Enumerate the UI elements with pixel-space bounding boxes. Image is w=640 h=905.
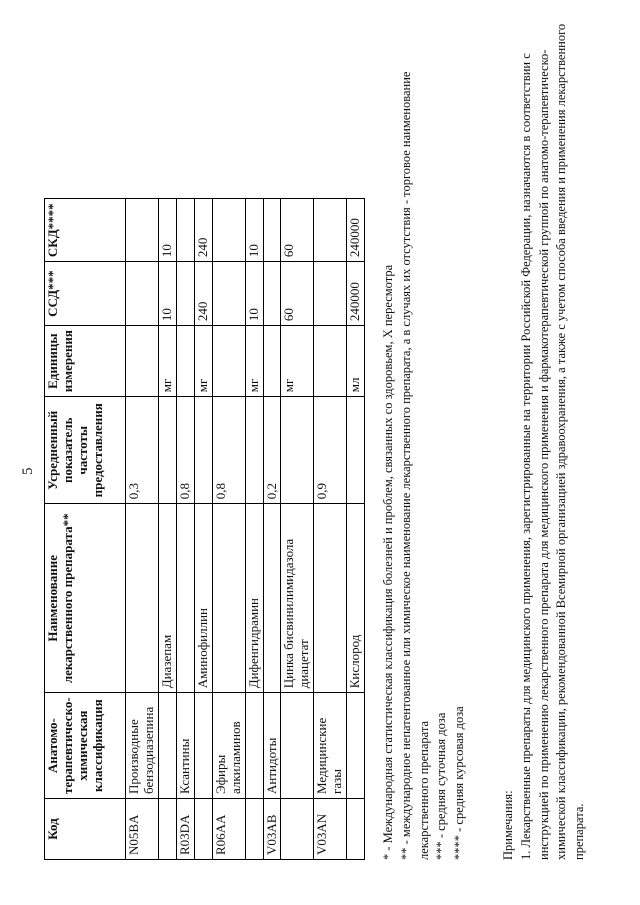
cell-atc	[194, 693, 212, 799]
cell-drug-name: Диазепам	[158, 504, 176, 693]
cell-ssd	[176, 262, 194, 326]
cell-atc	[347, 693, 365, 799]
table-row	[245, 199, 263, 860]
footnote: * - Международная статистическая классификация болезней и проблем, связанных со здоровьем, X пересмотра	[381, 264, 395, 860]
table-body	[126, 199, 365, 860]
table-row	[314, 199, 347, 860]
cell-skd	[212, 199, 245, 262]
cell-skd	[126, 199, 159, 262]
cell-drug-name	[176, 504, 194, 693]
cell-skd	[314, 199, 347, 262]
table-row	[347, 199, 365, 860]
cell-code: V03AN	[314, 799, 347, 860]
cell-code: R06AA	[212, 799, 245, 860]
cell-drug-name	[263, 504, 281, 693]
table-row	[126, 199, 159, 860]
table-row	[176, 199, 194, 860]
footnote: *** - средняя суточная доза	[434, 712, 449, 860]
header-unit: Единицы измерения	[45, 326, 126, 397]
cell-skd	[176, 199, 194, 262]
cell-code	[194, 799, 212, 860]
cell-unit	[212, 326, 245, 397]
cell-ssd: 10	[245, 262, 263, 326]
table-row	[194, 199, 212, 860]
cell-ssd	[212, 262, 245, 326]
cell-frequency: 0,8	[176, 397, 194, 504]
cell-frequency: 0,3	[126, 397, 159, 504]
remarks-title: Примечания:	[501, 790, 515, 860]
remarks	[500, 20, 589, 860]
header-atc: Анатомо-терапевтическо-химическая классификация	[45, 693, 126, 799]
cell-unit: мг	[281, 326, 314, 397]
table-row	[158, 199, 176, 860]
header-skd: СКД****	[45, 199, 126, 262]
cell-code	[347, 799, 365, 860]
cell-drug-name	[314, 504, 347, 693]
cell-frequency: 0,8	[212, 397, 245, 504]
cell-unit: мг	[158, 326, 176, 397]
cell-frequency: 0,9	[314, 397, 347, 504]
cell-skd: 60	[281, 199, 314, 262]
footnote: **** - средняя курсовая доза	[452, 706, 466, 860]
cell-atc	[158, 693, 176, 799]
cell-atc: Производные бензодиазепина	[126, 693, 159, 799]
cell-drug-name	[212, 504, 245, 693]
cell-frequency	[281, 397, 314, 504]
cell-frequency: 0,2	[263, 397, 281, 504]
cell-frequency	[347, 397, 365, 504]
cell-drug-name: Дифенгидрамин	[245, 504, 263, 693]
header-drug-name: Наименование лекарственного препарата**	[45, 504, 126, 693]
cell-atc: Эфиры алкиламинов	[212, 693, 245, 799]
cell-unit	[263, 326, 281, 397]
cell-atc: Ксантины	[176, 693, 194, 799]
cell-code	[245, 799, 263, 860]
cell-unit: мл	[347, 326, 365, 397]
cell-drug-name: Аминофиллин	[194, 504, 212, 693]
header-code: Код	[45, 799, 126, 860]
drug-table	[44, 198, 365, 860]
cell-code: R03DA	[176, 799, 194, 860]
cell-atc: Антидоты	[263, 693, 281, 799]
cell-atc: Медицинские газы	[314, 693, 347, 799]
header-frequency: Усредненный показатель частоты предоставления	[45, 397, 126, 504]
footnotes	[380, 40, 469, 860]
cell-skd: 240000	[347, 199, 365, 262]
cell-atc	[245, 693, 263, 799]
page-number: 5	[20, 467, 36, 475]
cell-ssd: 10	[158, 262, 176, 326]
table-row	[212, 199, 245, 860]
cell-code: V03AB	[263, 799, 281, 860]
cell-skd: 10	[245, 199, 263, 262]
cell-atc	[281, 693, 314, 799]
cell-unit: мг	[194, 326, 212, 397]
cell-skd: 10	[158, 199, 176, 262]
cell-frequency	[245, 397, 263, 504]
cell-drug-name: Цинка бисвинилимидазола диацетат	[281, 504, 314, 693]
cell-skd	[263, 199, 281, 262]
cell-ssd	[314, 262, 347, 326]
cell-frequency	[158, 397, 176, 504]
table-header-row	[45, 199, 126, 860]
cell-code	[281, 799, 314, 860]
cell-skd: 240	[194, 199, 212, 262]
remark-item: 1. Лекарственные препараты для медицинского применения, зарегистрированные на территории Российской Федерации, назначаются в соответствии с инструкцией по применению лекарственного препарата для медицинского применения и фармакотерапевтической группой по анатомо-терапевтическо-химической классификации, рекомендованной Всемирной организацией здравоохранения, а также с учетом способа введения и применения лекарственного препарата.	[518, 23, 586, 860]
cell-unit	[126, 326, 159, 397]
cell-ssd	[126, 262, 159, 326]
cell-ssd	[263, 262, 281, 326]
cell-ssd: 240	[194, 262, 212, 326]
cell-drug-name: Кислород	[347, 504, 365, 693]
cell-code	[158, 799, 176, 860]
cell-unit	[314, 326, 347, 397]
cell-ssd: 240000	[347, 262, 365, 326]
cell-code: N05BA	[126, 799, 159, 860]
header-ssd: ССД***	[45, 262, 126, 326]
footnote: ** - международное непатентованное или химическое наименование лекарственного препарата, а в случаях их отсутствия - торговое наименование лекарственного препарата	[398, 71, 431, 860]
cell-frequency	[194, 397, 212, 504]
table-row	[281, 199, 314, 860]
table-row	[263, 199, 281, 860]
cell-unit: мг	[245, 326, 263, 397]
cell-drug-name	[126, 504, 159, 693]
cell-ssd: 60	[281, 262, 314, 326]
cell-unit	[176, 326, 194, 397]
